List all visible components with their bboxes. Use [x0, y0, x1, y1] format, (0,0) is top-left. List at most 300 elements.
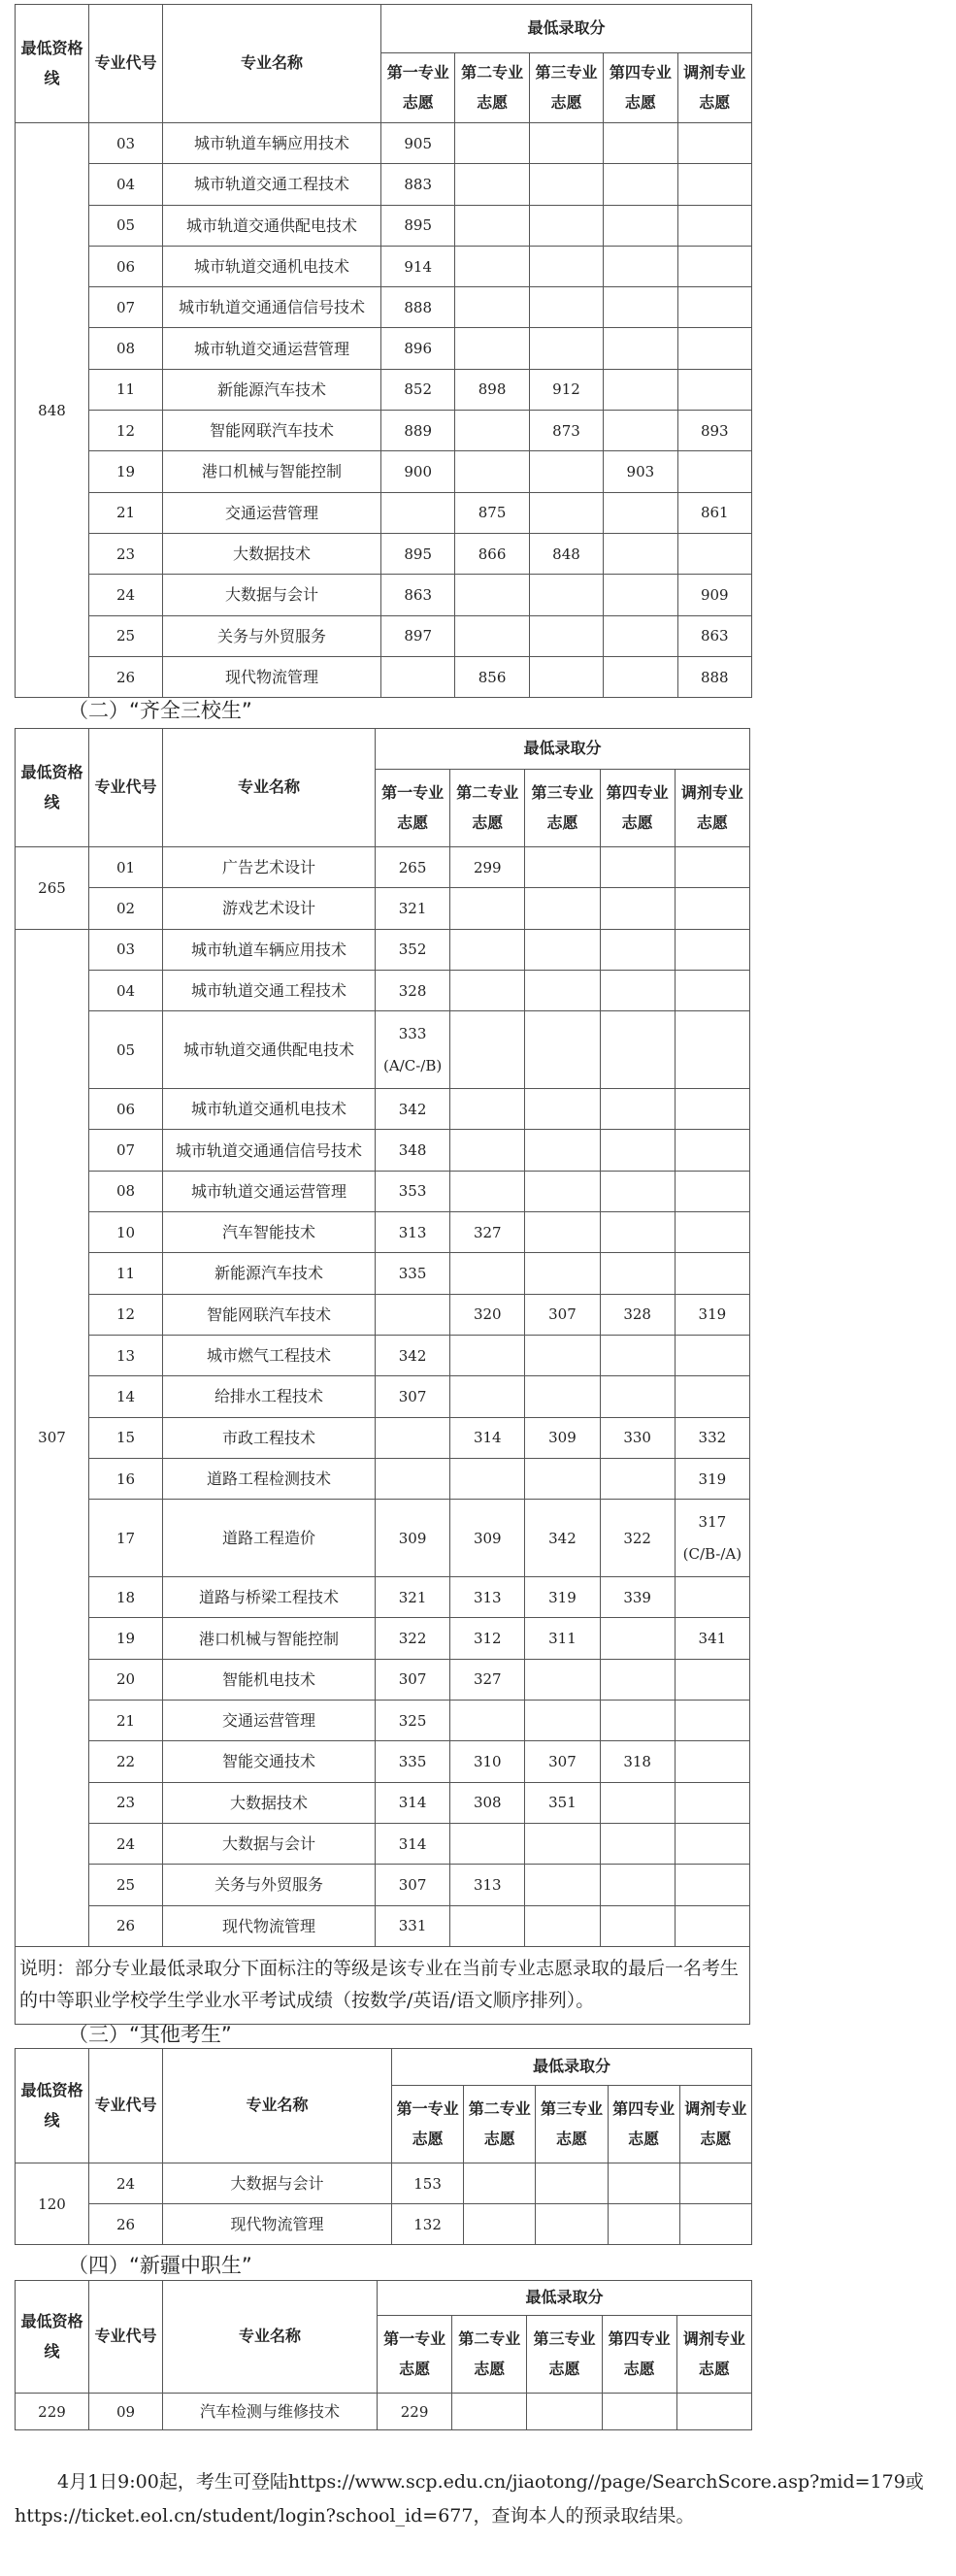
major-name-cell: 游戏艺术设计: [163, 888, 376, 929]
major-name-cell: 汽车智能技术: [163, 1212, 376, 1253]
fourth-choice-score: [604, 492, 677, 533]
header-fourth-choice: 第四专业 志愿: [602, 2316, 676, 2394]
header-third-choice: 第三专业 志愿: [525, 770, 600, 847]
code-cell: 23: [89, 1782, 163, 1823]
header-first-choice: 第一专业 志愿: [392, 2086, 464, 2163]
major-name-cell: 关务与外贸服务: [163, 1865, 376, 1905]
adjust-choice-score: [675, 1905, 749, 1946]
adjust-choice-score: 909: [677, 575, 751, 615]
first-choice-score: 342: [376, 1089, 450, 1130]
code-cell: 26: [89, 656, 163, 697]
fourth-choice-score: 322: [600, 1500, 675, 1577]
first-choice-score: 307: [376, 1659, 450, 1700]
major-name-cell: 道路工程造价: [163, 1500, 376, 1577]
header-adjust-choice: 调剂专业 志愿: [677, 53, 751, 123]
fourth-choice-score: [604, 328, 677, 369]
header-second-choice: 第二专业 志愿: [452, 2316, 527, 2394]
fourth-choice-score: [600, 888, 675, 929]
adjust-choice-score: 888: [677, 656, 751, 697]
second-choice-score: [455, 451, 529, 492]
adjust-choice-score: [677, 533, 751, 574]
major-name-cell: 大数据技术: [163, 1782, 376, 1823]
third-choice-score: [525, 1865, 600, 1905]
first-choice-score: [376, 1294, 450, 1335]
third-choice-score: [525, 847, 600, 888]
code-cell: 05: [89, 1011, 163, 1089]
second-choice-score: 308: [450, 1782, 525, 1823]
fourth-choice-score: [600, 1089, 675, 1130]
code-cell: 07: [89, 287, 163, 328]
table-row: [16, 492, 752, 533]
second-choice-score: 327: [450, 1659, 525, 1700]
third-choice-score: 351: [525, 1782, 600, 1823]
third-choice-score: [525, 1253, 600, 1294]
second-choice-score: 320: [450, 1294, 525, 1335]
table-row: [16, 1782, 750, 1823]
fourth-choice-score: [604, 164, 677, 205]
third-choice-score: [529, 575, 603, 615]
table-row: [16, 847, 750, 888]
header-second-choice: 第二专业 志愿: [455, 53, 529, 123]
first-choice-score: [381, 656, 455, 697]
first-choice-score: 309: [376, 1500, 450, 1577]
major-name-cell: 智能网联汽车技术: [163, 1294, 376, 1335]
second-choice-score: [450, 1335, 525, 1375]
first-choice-score: 229: [378, 2394, 452, 2430]
first-choice-score: 335: [376, 1741, 450, 1782]
table-row: [16, 656, 752, 697]
major-name-cell: 大数据与会计: [163, 1823, 376, 1864]
header-major-name: 专业名称: [163, 2049, 392, 2163]
third-choice-score: [525, 1376, 600, 1417]
third-choice-score: [536, 2204, 608, 2245]
major-name-cell: 大数据与会计: [163, 2163, 392, 2204]
table-row: [16, 1417, 750, 1458]
first-choice-score: 895: [381, 533, 455, 574]
header-major-name: 专业名称: [163, 729, 376, 847]
first-choice-score: 132: [392, 2204, 464, 2245]
second-choice-score: [455, 328, 529, 369]
first-choice-score: 863: [381, 575, 455, 615]
adjust-choice-score: [675, 1701, 749, 1741]
first-choice-score: 333 (A/C-/B): [376, 1011, 450, 1089]
adjust-choice-score: 863: [677, 615, 751, 656]
third-choice-score: [525, 1458, 600, 1499]
first-choice-score: 322: [376, 1618, 450, 1659]
adjust-choice-score: [679, 2204, 751, 2245]
third-choice-score: [529, 328, 603, 369]
major-name-cell: 城市轨道交通运营管理: [163, 1171, 376, 1211]
header-min-line: 最低资格线: [16, 2049, 89, 2163]
code-cell: 25: [89, 615, 163, 656]
major-name-cell: 关务与外贸服务: [163, 615, 381, 656]
major-name-cell: 道路工程检测技术: [163, 1458, 376, 1499]
second-choice-score: [450, 888, 525, 929]
fourth-choice-score: [600, 1618, 675, 1659]
third-choice-score: 319: [525, 1577, 600, 1618]
table1-table: [15, 4, 752, 698]
fourth-choice-score: [600, 847, 675, 888]
adjust-choice-score: [677, 123, 751, 164]
second-choice-score: [464, 2204, 536, 2245]
adjust-choice-score: 893: [677, 411, 751, 451]
header-min-line: 最低资格线: [16, 2281, 89, 2394]
note-text: 说明：部分专业最低录取分下面标注的等级是该专业在当前专业志愿录取的最后一名考生的中等职业学校学生学业水平考试成绩（按数学/英语/语文顺序排列）。: [16, 1946, 750, 2024]
major-name-cell: 交通运营管理: [163, 492, 381, 533]
first-choice-score: 328: [376, 970, 450, 1010]
adjust-choice-score: [675, 1659, 749, 1700]
major-name-cell: 城市轨道交通供配电技术: [163, 205, 381, 246]
major-name-cell: 汽车检测与维修技术: [163, 2394, 378, 2430]
third-choice-score: [525, 1701, 600, 1741]
first-choice-score: [381, 492, 455, 533]
second-choice-score: 299: [450, 847, 525, 888]
table-row: [16, 1577, 750, 1618]
min-line-cell: 120: [16, 2163, 89, 2245]
adjust-choice-score: [675, 888, 749, 929]
first-choice-score: 321: [376, 1577, 450, 1618]
table-row: [16, 2163, 752, 2204]
section-2-title: （二）“齐全三校生”: [68, 699, 252, 722]
code-cell: 10: [89, 1212, 163, 1253]
code-cell: 21: [89, 492, 163, 533]
adjust-choice-score: 319: [675, 1294, 749, 1335]
code-cell: 07: [89, 1130, 163, 1171]
first-choice-score: 889: [381, 411, 455, 451]
code-cell: 26: [89, 2204, 163, 2245]
first-choice-score: 353: [376, 1171, 450, 1211]
adjust-choice-score: [679, 2163, 751, 2204]
third-choice-score: [525, 1089, 600, 1130]
code-cell: 08: [89, 1171, 163, 1211]
table-row: [16, 1376, 750, 1417]
third-choice-score: [529, 205, 603, 246]
adjust-choice-score: [675, 1577, 749, 1618]
fourth-choice-score: 318: [600, 1741, 675, 1782]
code-cell: 15: [89, 1417, 163, 1458]
major-name-cell: 城市轨道交通机电技术: [163, 246, 381, 286]
code-cell: 03: [89, 929, 163, 970]
fourth-choice-score: [600, 1905, 675, 1946]
third-choice-score: [525, 929, 600, 970]
table-row: [16, 1130, 750, 1171]
third-choice-score: 342: [525, 1500, 600, 1577]
table-row: [16, 1905, 750, 1946]
third-choice-score: [529, 656, 603, 697]
header-min-score: 最低录取分: [381, 5, 752, 53]
third-choice-score: [536, 2163, 608, 2204]
table-row: [16, 246, 752, 286]
major-name-cell: 智能交通技术: [163, 1741, 376, 1782]
major-name-cell: 新能源汽车技术: [163, 369, 381, 410]
major-name-cell: 市政工程技术: [163, 1417, 376, 1458]
header-min-line: 最低资格线: [16, 729, 89, 847]
code-cell: 02: [89, 888, 163, 929]
major-name-cell: 城市轨道交通工程技术: [163, 970, 376, 1010]
header-min-score: 最低录取分: [378, 2281, 752, 2316]
adjust-choice-score: 317 (C/B-/A): [675, 1500, 749, 1577]
adjust-choice-score: [675, 847, 749, 888]
adjust-choice-score: [677, 164, 751, 205]
second-choice-score: [450, 1011, 525, 1089]
major-name-cell: 现代物流管理: [163, 1905, 376, 1946]
header-min-score: 最低录取分: [392, 2049, 752, 2086]
third-choice-score: [529, 123, 603, 164]
table-row: [16, 1212, 750, 1253]
first-choice-score: 348: [376, 1130, 450, 1171]
code-cell: 24: [89, 575, 163, 615]
third-choice-score: [527, 2394, 602, 2430]
third-choice-score: 912: [529, 369, 603, 410]
adjust-choice-score: [675, 1782, 749, 1823]
first-choice-score: 331: [376, 1905, 450, 1946]
code-cell: 03: [89, 123, 163, 164]
second-choice-score: [450, 1458, 525, 1499]
code-cell: 08: [89, 328, 163, 369]
first-choice-score: 852: [381, 369, 455, 410]
second-choice-score: [450, 1089, 525, 1130]
table-row: [16, 1741, 750, 1782]
second-choice-score: [450, 1130, 525, 1171]
major-name-cell: 城市轨道交通运营管理: [163, 328, 381, 369]
adjust-choice-score: [675, 1130, 749, 1171]
third-choice-score: [525, 970, 600, 1010]
grade-note: (C/B-/A): [682, 1544, 742, 1563]
table-row: [16, 1253, 750, 1294]
fourth-choice-score: [608, 2163, 679, 2204]
header-code: 专业代号: [89, 2049, 163, 2163]
second-choice-score: 312: [450, 1618, 525, 1659]
min-line-cell: 229: [16, 2394, 89, 2430]
fourth-choice-score: [600, 929, 675, 970]
first-choice-score: 352: [376, 929, 450, 970]
section2-table: [15, 728, 750, 2025]
table-row: [16, 287, 752, 328]
major-name-cell: 城市轨道交通工程技术: [163, 164, 381, 205]
second-choice-score: [450, 929, 525, 970]
major-name-cell: 智能网联汽车技术: [163, 411, 381, 451]
fourth-choice-score: [604, 575, 677, 615]
table-row: [16, 2204, 752, 2245]
table-row: [16, 1865, 750, 1905]
major-name-cell: 城市轨道交通通信信号技术: [163, 287, 381, 328]
code-cell: 04: [89, 970, 163, 1010]
header-min-line: 最低资格线: [16, 5, 89, 123]
third-choice-score: [529, 615, 603, 656]
section4-table: [15, 2280, 752, 2430]
adjust-choice-score: [675, 1212, 749, 1253]
third-choice-score: [525, 1130, 600, 1171]
table-row: [16, 411, 752, 451]
table-row: [16, 533, 752, 574]
third-choice-score: [529, 451, 603, 492]
third-choice-score: [529, 246, 603, 286]
code-cell: 12: [89, 1294, 163, 1335]
fourth-choice-score: 339: [600, 1577, 675, 1618]
header-first-choice: 第一专业 志愿: [378, 2316, 452, 2394]
fourth-choice-score: [600, 1823, 675, 1864]
table-row: [16, 1500, 750, 1577]
code-cell: 09: [89, 2394, 163, 2430]
fourth-choice-score: [604, 123, 677, 164]
second-choice-score: 875: [455, 492, 529, 533]
fourth-choice-score: [604, 615, 677, 656]
third-choice-score: [525, 1905, 600, 1946]
adjust-choice-score: [677, 246, 751, 286]
fourth-choice-score: [604, 287, 677, 328]
table-row: [16, 1458, 750, 1499]
header-min-score: 最低录取分: [376, 729, 750, 770]
code-cell: 17: [89, 1500, 163, 1577]
fourth-choice-score: [600, 1659, 675, 1700]
second-choice-score: 327: [450, 1212, 525, 1253]
third-choice-score: [525, 1011, 600, 1089]
table-row: [16, 1618, 750, 1659]
fourth-choice-score: [604, 205, 677, 246]
table-row: [16, 1701, 750, 1741]
adjust-choice-score: [675, 1011, 749, 1089]
adjust-choice-score: [675, 1865, 749, 1905]
adjust-choice-score: [675, 1741, 749, 1782]
first-choice-score: 335: [376, 1253, 450, 1294]
third-choice-score: [525, 1212, 600, 1253]
third-choice-score: [525, 888, 600, 929]
adjust-choice-score: [675, 1253, 749, 1294]
table-row: [16, 615, 752, 656]
major-name-cell: 道路与桥梁工程技术: [163, 1577, 376, 1618]
code-cell: 11: [89, 369, 163, 410]
fourth-choice-score: [600, 970, 675, 1010]
first-choice-score: 900: [381, 451, 455, 492]
code-cell: 24: [89, 1823, 163, 1864]
fourth-choice-score: [600, 1701, 675, 1741]
third-choice-score: [525, 1823, 600, 1864]
table-row: [16, 205, 752, 246]
table-row: [16, 1823, 750, 1864]
header-code: 专业代号: [89, 729, 163, 847]
adjust-choice-score: [675, 1823, 749, 1864]
fourth-choice-score: 330: [600, 1417, 675, 1458]
major-name-cell: 城市轨道车辆应用技术: [163, 123, 381, 164]
second-choice-score: 856: [455, 656, 529, 697]
first-choice-score: 342: [376, 1335, 450, 1375]
second-choice-score: [452, 2394, 527, 2430]
first-choice-score: 153: [392, 2163, 464, 2204]
code-cell: 18: [89, 1577, 163, 1618]
major-name-cell: 广告艺术设计: [163, 847, 376, 888]
header-code: 专业代号: [89, 2281, 163, 2394]
first-choice-score: [376, 1458, 450, 1499]
code-cell: 06: [89, 1089, 163, 1130]
table-row: [16, 369, 752, 410]
code-cell: 24: [89, 2163, 163, 2204]
first-choice-score: 914: [381, 246, 455, 286]
header-second-choice: 第二专业 志愿: [450, 770, 525, 847]
third-choice-score: 848: [529, 533, 603, 574]
major-name-cell: 现代物流管理: [163, 2204, 392, 2245]
code-cell: 21: [89, 1701, 163, 1741]
table-row: [16, 888, 750, 929]
header-first-choice: 第一专业 志愿: [381, 53, 455, 123]
fourth-choice-score: [604, 533, 677, 574]
major-name-cell: 现代物流管理: [163, 656, 381, 697]
second-choice-score: 309: [450, 1500, 525, 1577]
table-row: [16, 970, 750, 1010]
table-row: [16, 1171, 750, 1211]
fourth-choice-score: [600, 1130, 675, 1171]
header-major-name: 专业名称: [163, 5, 381, 123]
table-row: [16, 164, 752, 205]
header-fourth-choice: 第四专业 志愿: [604, 53, 677, 123]
major-name-cell: 交通运营管理: [163, 1701, 376, 1741]
header-second-choice: 第二专业 志愿: [464, 2086, 536, 2163]
third-choice-score: 311: [525, 1618, 600, 1659]
adjust-choice-score: [675, 1335, 749, 1375]
code-cell: 22: [89, 1741, 163, 1782]
fourth-choice-score: 328: [600, 1294, 675, 1335]
fourth-choice-score: [602, 2394, 676, 2430]
third-choice-score: [525, 1335, 600, 1375]
fourth-choice-score: 903: [604, 451, 677, 492]
second-choice-score: 314: [450, 1417, 525, 1458]
fourth-choice-score: [604, 656, 677, 697]
table-row: [16, 123, 752, 164]
fourth-choice-score: [604, 246, 677, 286]
header-adjust-choice: 调剂专业 志愿: [676, 2316, 751, 2394]
second-choice-score: [455, 575, 529, 615]
second-choice-score: [450, 1905, 525, 1946]
adjust-choice-score: [675, 1089, 749, 1130]
second-choice-score: [450, 1376, 525, 1417]
first-choice-score: 896: [381, 328, 455, 369]
adjust-choice-score: 319: [675, 1458, 749, 1499]
code-cell: 19: [89, 451, 163, 492]
second-choice-score: 313: [450, 1865, 525, 1905]
third-choice-score: 307: [525, 1741, 600, 1782]
table-row: [16, 2394, 752, 2430]
first-choice-score: 325: [376, 1701, 450, 1741]
adjust-choice-score: [675, 929, 749, 970]
second-choice-score: [455, 615, 529, 656]
major-name-cell: 给排水工程技术: [163, 1376, 376, 1417]
second-choice-score: [455, 123, 529, 164]
table-row: [16, 1659, 750, 1700]
fourth-choice-score: [608, 2204, 679, 2245]
table-row: [16, 929, 750, 970]
code-cell: 06: [89, 246, 163, 286]
fourth-choice-score: [600, 1782, 675, 1823]
table-row: [16, 1011, 750, 1089]
min-line-cell: 307: [16, 929, 89, 1946]
major-name-cell: 港口机械与智能控制: [163, 1618, 376, 1659]
header-code: 专业代号: [89, 5, 163, 123]
major-name-cell: 智能机电技术: [163, 1659, 376, 1700]
header-major-name: 专业名称: [163, 2281, 378, 2394]
adjust-choice-score: [677, 369, 751, 410]
adjust-choice-score: 341: [675, 1618, 749, 1659]
fourth-choice-score: [604, 411, 677, 451]
fourth-choice-score: [604, 369, 677, 410]
second-choice-score: [450, 1253, 525, 1294]
major-name-cell: 港口机械与智能控制: [163, 451, 381, 492]
major-name-cell: 大数据与会计: [163, 575, 381, 615]
major-name-cell: 城市轨道交通供配电技术: [163, 1011, 376, 1089]
adjust-choice-score: 861: [677, 492, 751, 533]
major-name-cell: 城市轨道交通机电技术: [163, 1089, 376, 1130]
header-adjust-choice: 调剂专业 志愿: [675, 770, 749, 847]
first-choice-score: 897: [381, 615, 455, 656]
min-line-cell: 848: [16, 123, 89, 698]
